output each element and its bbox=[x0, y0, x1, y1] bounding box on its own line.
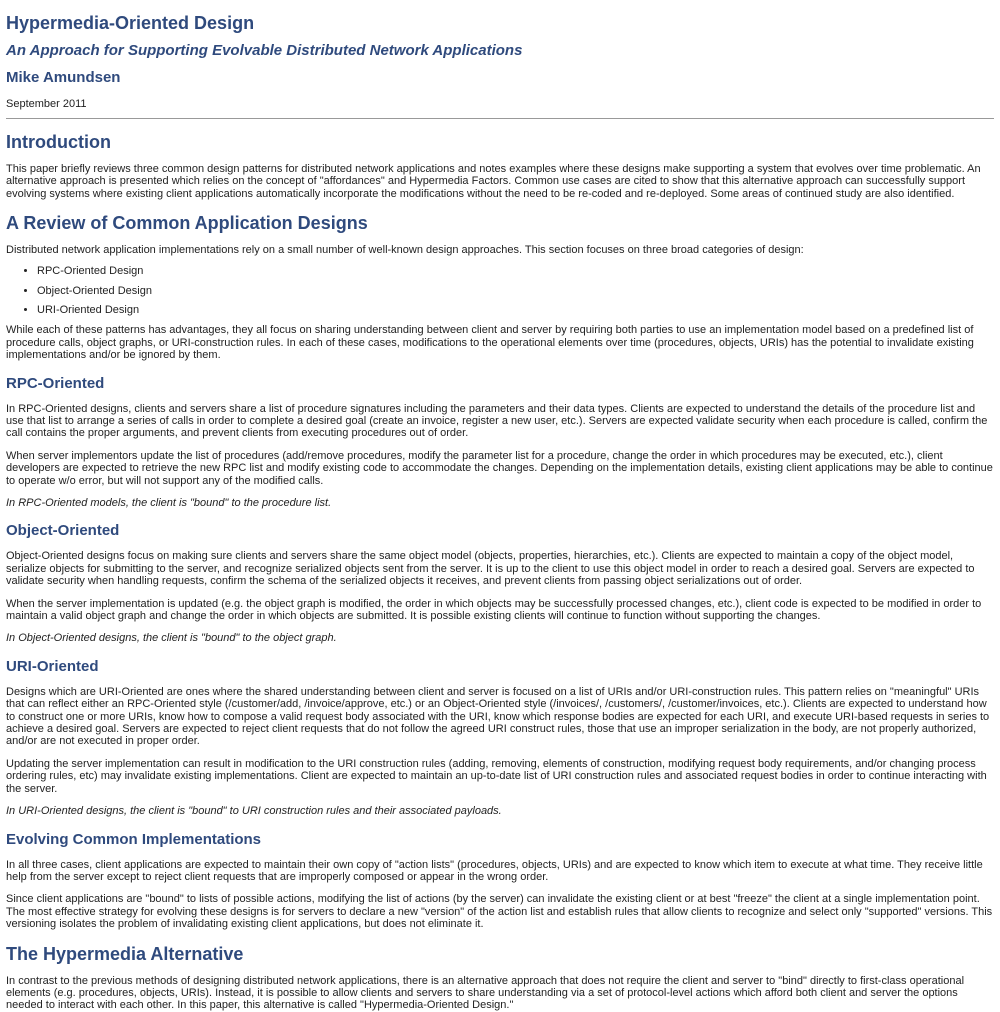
heading-object-oriented: Object-Oriented bbox=[6, 522, 120, 540]
document-subtitle: An Approach for Supporting Evolvable Distributed Network Applications bbox=[6, 42, 523, 59]
uri-paragraph-1: Designs which are URI-Oriented are ones where the shared understanding between client and server is focused on a list of URIs and/or URI-construction rules. This pattern relies on "meaningful" URIs that can reflect either an RPC-Oriented style (/customer/add, /invoice/approve, etc.) or an Object-Oriented style (/invoices/, /customers/, /customer/invoices, etc.). Clients are expected to understand how to construct one or more URIs, know how to compose a valid request body associated with the URI, know which response bodies are expected for each URI, and execute URI-based requests in series to achieve a desired goal. Servers are expected to reject client requests that do not follow the agreed URI construct rules, those that use an improper serialization in the body, are not properly authorized, and/or are not executed in proper order. bbox=[6, 685, 990, 748]
heading-review: A Review of Common Application Designs bbox=[6, 213, 368, 234]
heading-rpc-oriented: RPC-Oriented bbox=[6, 374, 105, 392]
review-paragraph-1: Distributed network application implementations rely on a small number of well-known design approaches. This section focuses on three broad categories of design: bbox=[6, 244, 804, 257]
document-author: Mike Amundsen bbox=[6, 69, 121, 86]
document-title: Hypermedia-Oriented Design bbox=[6, 13, 255, 33]
rpc-note: In RPC-Oriented models, the client is "bound" to the procedure list. bbox=[6, 497, 332, 509]
heading-evolving: Evolving Common Implementations bbox=[6, 830, 262, 848]
oo-note: In Object-Oriented designs, the client is "bound" to the object graph. bbox=[6, 632, 337, 645]
design-list bbox=[6, 265, 994, 317]
rpc-paragraph-1: In RPC-Oriented designs, clients and servers share a list of procedure signatures including the parameters and their data types. Clients are expected to understand the details of the procedure list and use that list to arrange a series of calls in order to complete a desired goal (create an invoice, register a new user, etc.). Servers are expected validate security when each procedure is called, confirm the call contains the proper arguments, and prevent clients from executing procedures out of order. bbox=[6, 402, 988, 440]
evolving-paragraph-1: In all three cases, client applications are expected to maintain their own copy of "action lists" (procedures, objects, URIs) and are expected to know which item to execute at what time. They receive little help from the server except to reject client requests that are improperly composed or appear in the wrong order. bbox=[6, 858, 983, 883]
heading-uri-oriented: URI-Oriented bbox=[6, 657, 99, 675]
uri-paragraph-2: Updating the server implementation can result in modification to the URI construction rules (adding, removing, elements of construction, modifying request body requirements, and/or changing process ordering rules, etc) may invalidate existing implementations. Client are expected to maintain an up-to-date list of URI construction rules and associated request bodies in order to continue interacting with the server. bbox=[6, 757, 987, 795]
list-item-rpc: • RPC-Oriented Design bbox=[37, 265, 994, 277]
heading-hypermedia: The Hypermedia Alternative bbox=[6, 943, 244, 964]
rpc-paragraph-2: When server implementors update the list of procedures (add/remove procedures, modify the parameter list for a procedure, change the order in which procedures may be executed, etc.), client developers are expected to retrieve the new RPC list and modify existing code to accommodate the changes. Depending on the implementation details, existing client applications may be able to continue to operate w/o error, but will not support any of the modified calls. bbox=[6, 449, 993, 487]
heading-introduction: Introduction bbox=[6, 132, 111, 152]
header-divider bbox=[6, 118, 994, 119]
oo-paragraph-2: When the server implementation is updated (e.g. the object graph is modified, the order in which objects may be successfully processed changes, etc.), client code is expected to be modified in order to maintain a valid object graph and change the order in which objects are submitted. It is possible existing clients will continue to function without supporting the changes. bbox=[6, 597, 982, 623]
list-item-object: • Object-Oriented Design bbox=[37, 285, 994, 297]
hypermedia-paragraph-1: In contrast to the previous methods of designing distributed network applications, there is an alternative approach that does not require the client and server to "bind" directly to first-class operational elements (e.g. procedures, objects, URIs). Instead, it is possible to allow clients and servers to share understanding via a set of protocol-level actions which afford both client and server the options needed to interact with each other. In this paper, this alternative is called "Hypermedia-Oriented Design." bbox=[6, 974, 965, 1012]
uri-note: In URI-Oriented designs, the client is "bound" to URI construction rules and their associated payloads. bbox=[6, 805, 502, 818]
intro-paragraph-1: This paper briefly reviews three common design patterns for distributed network applications and notes examples where these designs make supporting a system that evolves over time problematic. An alternative approach is presented which relies on the concept of "affordances" and Hypermedia Factors. Common use cases are cited to show that this alternative approach can successfully support evolving systems where existing client applications automatically incorporate the modifications without the need to be re-coded and re-deployed. Some areas of continued study are also identified. bbox=[6, 163, 981, 200]
evolving-paragraph-2: Since client applications are "bound" to lists of possible actions, modifying the list of actions (by the server) can invalidate the existing client or at best "freeze" the client at a single implementation point. The most effective strategy for evolving these designs is for servers to declare a new "version" of the action list and establish rules that allow clients to recognize and select only "supported" versions. This versioning isolates the problem of invalidating existing client applications, but does not eliminate it. bbox=[6, 893, 993, 931]
document-date: September 2011 bbox=[6, 98, 87, 110]
oo-paragraph-1: Object-Oriented designs focus on making sure clients and servers share the same object model (objects, properties, hierarchies, etc.). Clients are expected to maintain a copy of the object model, serialize objects for submitting to the server, and recognize serialized objects sent from the server. It is up to the client to use this object model in order to reach a desired goal. Servers are expected to validate security when handling requests, confirm the schema of the serialized objects it receives, and prevent clients from passing object serializations out of order. bbox=[6, 550, 975, 588]
list-item-uri: • URI-Oriented Design bbox=[37, 304, 994, 316]
review-paragraph-2: While each of these patterns has advantages, they all focus on sharing understanding between client and server by requiring both parties to use an implementation model based on a predefined list of procedure calls, object graphs, or URI-construction rules. In each of these cases, modifications to the operational elements over time (procedures, objects, URIs) has the potential to invalidate existing implementations and/or be ignored by them. bbox=[6, 324, 974, 362]
